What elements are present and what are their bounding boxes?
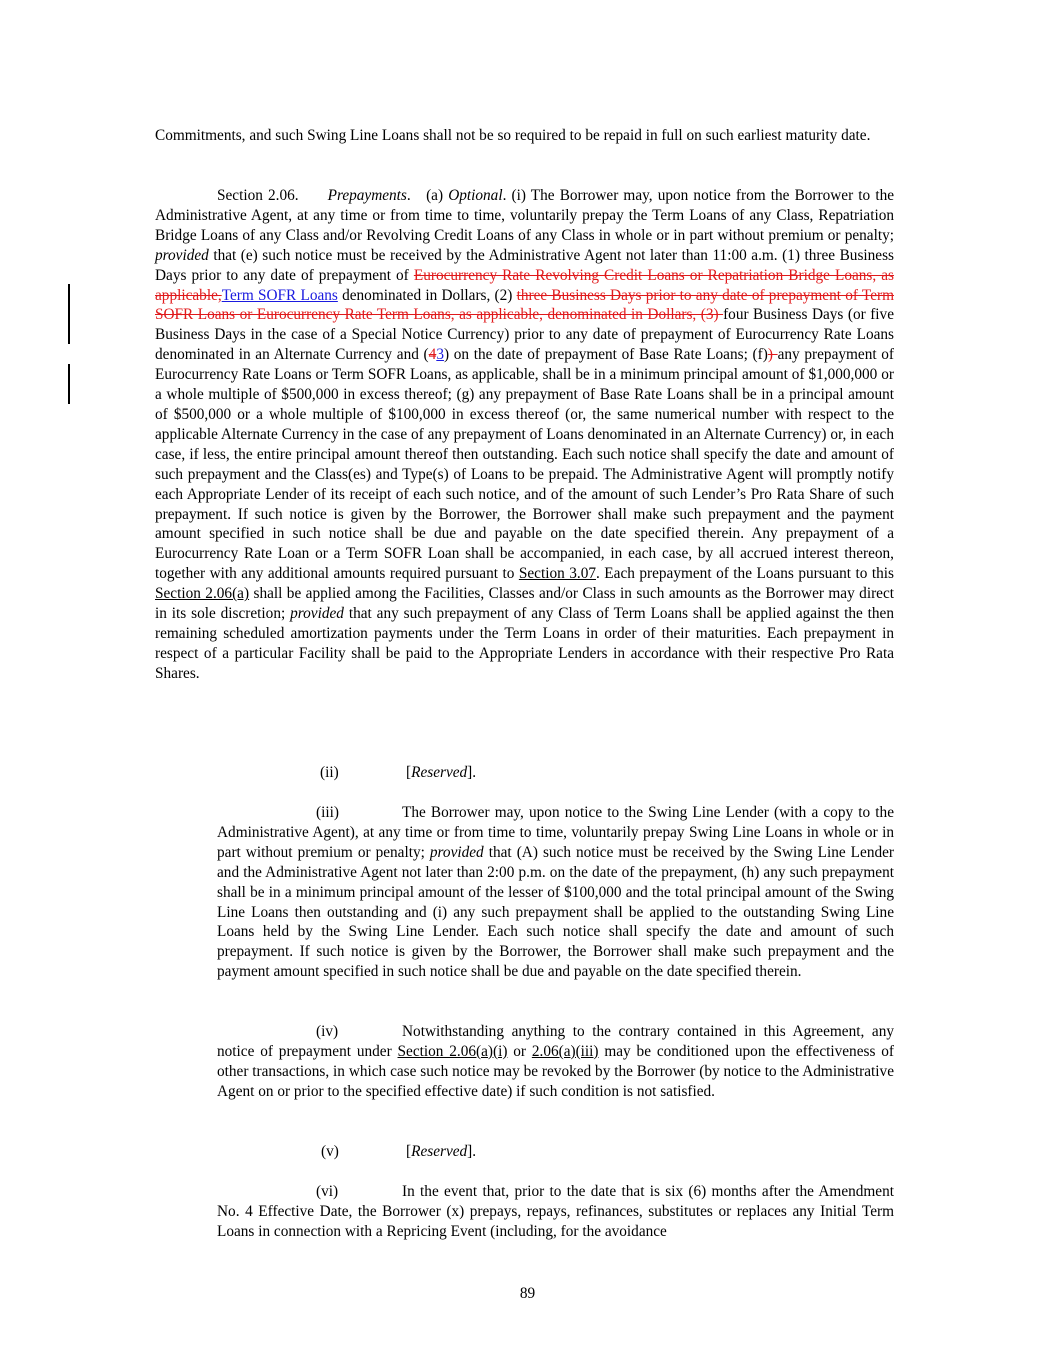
cross-reference: Section 2.06(a)(i) <box>397 1042 508 1060</box>
clause-label: (v) <box>321 1143 339 1160</box>
subsection-label: (a) <box>426 187 444 204</box>
section-2-06-paragraph: Section 2.06. Prepayments. (a) Optional. (i) The Borrower may, upon notice from the Borrower to the Administrative Agent, at any time or from time to time, voluntarily prepay the Term Loans of any Class, Repatriation Bridge Loans of any Class and/or Revolving Credit Loans of any Class in whole or in part without premium or penalty; provided that (e) such notice must be received by the Administrative Agent not later than 11:00 a.m. (1) three Business Days prior to any date of prepayment of Eurocurrency Rate Revolving Credit Loans or Repatriation Bridge Loans, as applicable,Term SOFR Loans denominated in Dollars, (2) three Business Days prior to any date of prepayment of Term SOFR Loans or Eurocurrency Rate Term Loans, as applicable, denominated in Dollars, (3) four Business Days (or five Business Days in the case of a Special Notice Currency) prior to any date of prepayment of Eurocurrency Rate Loans denominated in an Alternate Currency and (43) on the date of prepayment of Base Rate Loans; (f)) any prepayment of Eurocurrency Rate Loans or Term SOFR Loans, as applicable, shall be in a minimum principal amount of $1,000,000 or a whole multiple of $500,000 in excess thereof; (g) any prepayment of Base Rate Loans shall be in a principal amount of $500,000 or a whole multiple of $100,000 in excess thereof (or, the same numerical number with respect to the applicable Alternate Currency in the case of any prepayment of Loans denominated in an Alternate Currency) or, in each case, if less, the entire principal amount thereof then outstanding. Each such notice shall specify the date and amount of such prepayment and the Class(es) and Type(s) of Loans to be prepaid. The Administrative Agent will promptly notify each Appropriate Lender of its receipt of each such notice, and of the amount of such Lender’s Pro Rata Share of such prepayment. If such notice is given by the Borrower, the Borrower shall make such prepayment and the payment amount specified in such notice shall be due and payable on the date specified therein. Any prepayment of a Eurocurrency Rate Loan or a Term SOFR Loan shall be accompanied, in each case, by all accrued interest thereon, together with any additional amounts required pursuant to Section 3.07. Each prepayment of the Loans pursuant to this Section 2.06(a) shall be applied among the Facilities, Classes and/or Class in such amounts as the Borrower may direct in its sole discretion; provided that any such prepayment of any Class of Term Loans shall be applied against the then remaining scheduled amortization payments under the Term Loans in order of their maturities. Each prepayment in respect of a particular Facility shall be paid to the Appropriate Lenders in accordance with their respective Pro Rata Shares. <box>155 187 895 682</box>
deleted-text: Eurocurrency Rate Revolving Credit Loans or Repatriation Bridge Loans, as applicable, <box>155 266 895 304</box>
bracket: ]. <box>467 1143 477 1160</box>
clause-iii <box>217 803 894 982</box>
body-text: four Business Days (or five Business Days in the case of a Special Notice Currency) prior to any date of prepayment of Eurocurrency Rate Loans denominated in an Alternate Currency and ( <box>155 306 894 364</box>
cross-reference: Section 3.07 <box>518 565 596 583</box>
clause-ii <box>320 763 476 783</box>
body-text: . (i) The Borrower may, upon notice from the Borrower to the Administrative Agent, at any time or from time to time, voluntarily prepay the Term Loans of any Class, Repatriation Bridge Loans of any Class and/or Revolving Credit Loans of any Class in whole or in part without premium or penalty; <box>155 187 895 244</box>
section-heading: Section 2.06. <box>217 187 299 204</box>
body-text: In the event that, prior to the date that is six (6) months after the Amendment No. 4 Effective Date, the Borrower (x) prepays, repays, refinances, substitutes or replaces any Initial Term Loans in connection with a Repricing Event (including, for the avoidance <box>217 1183 894 1240</box>
subsection-title: Optional <box>448 187 503 204</box>
clause-label: (vi) <box>316 1183 339 1200</box>
reserved-text: Reserved <box>411 1143 468 1160</box>
paragraph-text: Commitments, and such Swing Line Loans shall not be so required to be repaid in full on such earliest maturity date. <box>155 127 871 144</box>
change-bar <box>68 284 70 344</box>
body-text: any prepayment of Eurocurrency Rate Loans or Term SOFR Loans, as applicable, shall be in a minimum principal amount of $1,000,000 or a whole multiple of $500,000 in excess thereof; (g) any prepayment of Base Rate Loans shall be in a principal amount of $500,000 or a whole multiple of $100,000 in excess thereof (or, the same numerical number with respect to the applicable Alternate Currency in the case of any prepayment of Loans denominated in an Alternate Currency) or, in each case, if less, the entire principal amount thereof then outstanding. Each such notice shall specify the date and amount of such prepayment and the Class(es) and Type(s) of Loans to be prepaid. The Administrative Agent will promptly notify each Appropriate Lender of its receipt of each such notice, and of the amount of such Lender’s Pro Rata Share of such prepayment. If such notice is given by the Borrower, the Borrower shall make such prepayment and the payment amount specified in such notice shall be due and payable on the date specified therein. Any prepayment of a Eurocurrency Rate Loan or a Term SOFR Loan shall be accompanied, in each case, by all accrued interest thereon, together with any additional amounts required pursuant to <box>155 346 895 583</box>
clause-v <box>321 1142 476 1162</box>
body-text: that (e) such notice must be received by the Administrative Agent not later than 11:00 a.m. (1) three Business Days prior to any date of prepayment of <box>155 246 894 284</box>
clause-label: (iii) <box>316 804 339 821</box>
bracket: [ <box>406 1143 412 1160</box>
section-title: Prepayments <box>327 187 407 204</box>
clause-label: (iv) <box>316 1023 339 1040</box>
clause-vi <box>217 1182 894 1242</box>
body-text: that any such prepayment of any Class of Term Loans shall be applied against the then remaining scheduled amortization payments under the Term Loans in order of their maturities. Each prepayment in respect of a particular Facility shall be paid to the Appropriate Lenders in accordance with their respective Pro Rata Shares. <box>155 605 894 682</box>
bracket: [ <box>406 764 412 781</box>
provided-term: provided <box>429 843 484 861</box>
bracket: ]. <box>467 764 477 781</box>
provided-term: provided <box>155 246 209 264</box>
body-text: or <box>507 1042 532 1060</box>
deleted-text: 4 <box>428 346 437 364</box>
clause-iv <box>217 1022 894 1102</box>
page-number: 89 <box>519 1285 536 1302</box>
body-text: ) on the date of prepayment of Base Rate Loans; (f) <box>443 346 768 364</box>
provided-term: provided <box>290 605 344 623</box>
body-text: may be conditioned upon the effectiveness of other transactions, in which case such notice may be revoked by the Borrower (by notice to the Administrative Agent on or prior to the specified effective date) if such condition is not satisfied. <box>217 1042 894 1100</box>
reserved-text: Reserved <box>411 764 468 781</box>
body-text: that (A) such notice must be received by the Swing Line Lender and the Administrative Agent not later than 2:00 p.m. on the date of the prepayment, (h) any such prepayment shall be in a minimum principal amount of the lesser of $100,000 and the total principal amount of the Swing Line Loans then outstanding and (i) any such prepayment shall be applied to the outstanding Swing Line Loans held by the Swing Line Lender. Each such notice shall specify the date and amount of such prepayment. If such notice is given by the Borrower, the Borrower shall make such prepayment and the payment amount specified in such notice shall be due and payable on the date specified therein. <box>217 843 894 981</box>
deleted-text: ) <box>767 346 778 364</box>
carryover-paragraph <box>155 126 894 146</box>
cross-reference: 2.06(a)(iii) <box>531 1042 599 1060</box>
clause-label: (ii) <box>320 764 339 781</box>
cross-reference: Section 2.06(a) <box>155 585 250 603</box>
body-text: . Each prepayment of the Loans pursuant to this <box>596 565 894 583</box>
change-bar <box>68 364 70 404</box>
inserted-text: Term SOFR Loans <box>221 286 338 304</box>
body-text: The Borrower may, upon notice to the Swing Line Lender (with a copy to the Administrative Agent), at any time or from time to time, voluntarily prepay Swing Line Loans in whole or in part without premium or penalty; <box>217 804 894 861</box>
body-text: shall be applied among the Facilities, Classes and/or Class in such amounts as the Borrower may direct in its sole discretion; <box>155 585 894 623</box>
inserted-text: 3 <box>436 346 444 364</box>
deleted-text: three Business Days prior to any date of prepayment of Term SOFR Loans or Eurocurrency Rate Term Loans, as applicable, denominated in Dollars, (3) <box>155 286 894 324</box>
body-text: denominated in Dollars, (2) <box>337 286 517 304</box>
body-text: Notwithstanding anything to the contrary contained in this Agreement, any notice of prepayment under <box>217 1023 894 1060</box>
